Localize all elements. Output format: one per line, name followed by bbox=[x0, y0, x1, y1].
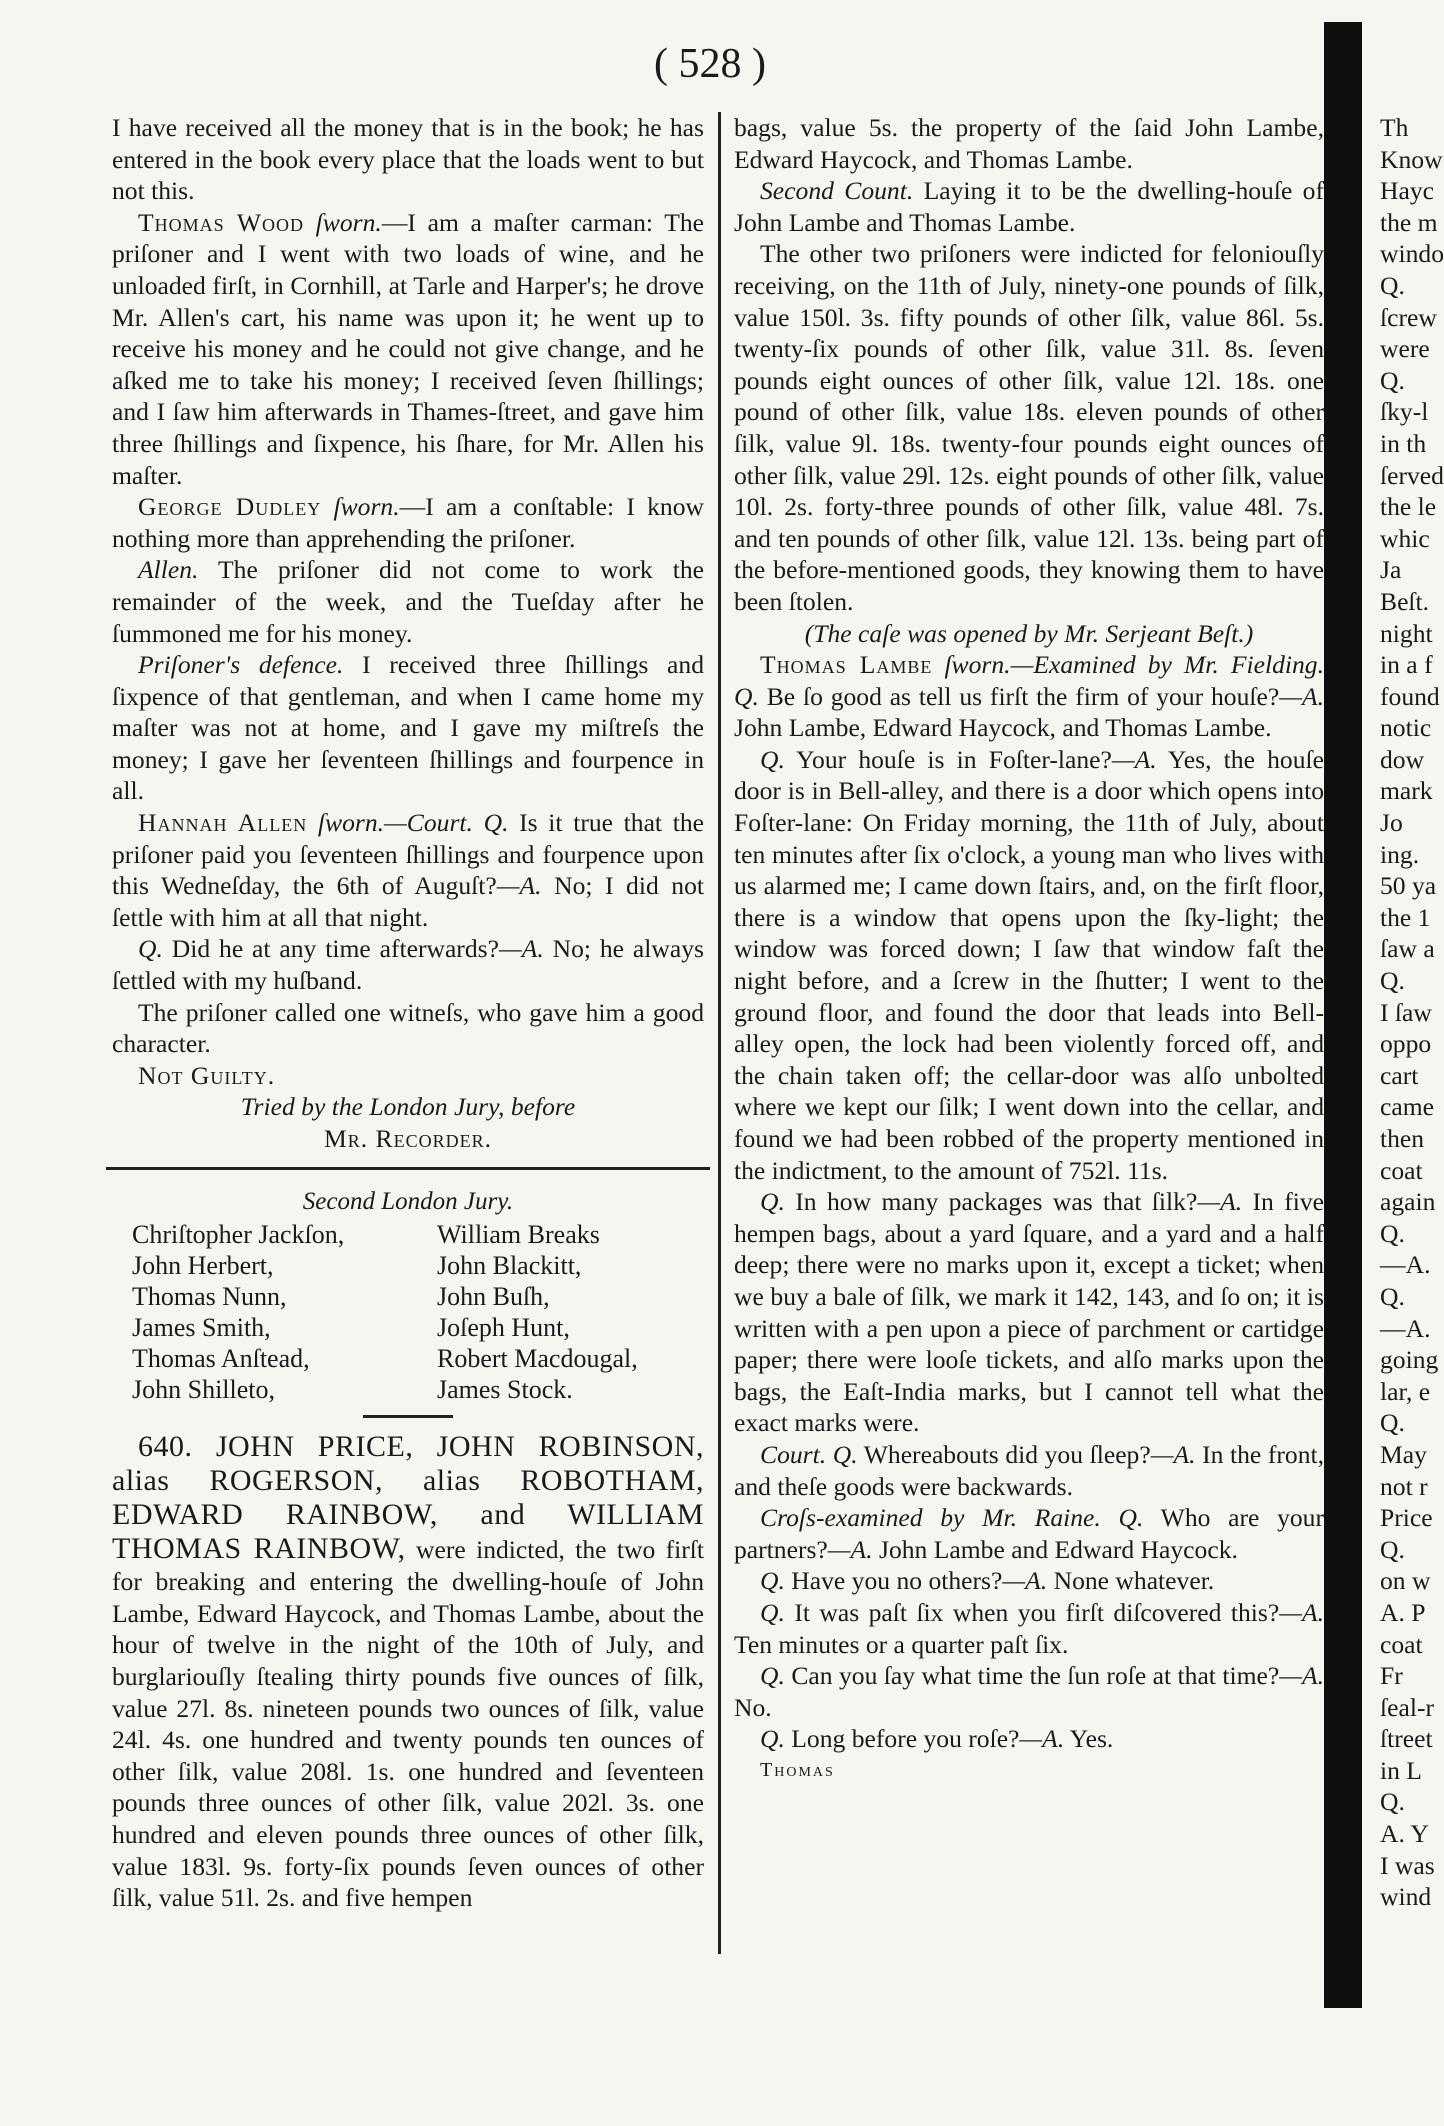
answer-text: John Lambe, Edward Haycock, and Thomas Lambe. bbox=[734, 713, 1272, 743]
sworn-label: ſworn. bbox=[315, 207, 382, 237]
edge-fragment: not r bbox=[1380, 1471, 1428, 1501]
edge-fragment: notic bbox=[1380, 713, 1432, 743]
question-text: Your houſe is in Foſter-lane? bbox=[784, 744, 1112, 774]
speaker-label: Croſs-examined by Mr. Raine. bbox=[760, 1503, 1101, 1533]
edge-fragment: Ja bbox=[1380, 555, 1402, 585]
edge-fragment: Q. bbox=[1380, 1218, 1405, 1248]
answer-marker: —A. bbox=[1002, 1566, 1048, 1596]
answer-text: Ten minutes or a quarter paſt ſix. bbox=[734, 1629, 1069, 1659]
testimony-text: —I am a maſter carman: The priſoner and I went with two loads of wine, and he unloaded firſt, in Cornhill, at Tarle and Harper's; he drove Mr. Allen's cart, his name was upon it; he went up to receive his money and he could not give change, and he aſked me to take his money; I received ſeven ſhillings; and I ſaw him afterwards in Thames-ſtreet, and gave him three ſhillings and ſixpence, his ſhare, for Mr. Allen his maſter. bbox=[112, 207, 704, 490]
juror: James Smith, bbox=[132, 1313, 271, 1343]
paragraph: bags, value 5s. the property of the ſaid John Lambe, Edward Haycock, and Thomas Lambe. bbox=[734, 113, 1324, 174]
edge-fragment: ing. bbox=[1380, 839, 1420, 869]
edge-fragment: Know bbox=[1380, 144, 1443, 174]
edge-fragment: Q. bbox=[1380, 1281, 1405, 1311]
edge-fragment: were bbox=[1380, 334, 1430, 364]
edge-fragment: Hayc bbox=[1380, 176, 1434, 206]
edge-fragment: coat bbox=[1380, 1629, 1423, 1659]
jury-title: Second London Jury. bbox=[302, 1187, 514, 1215]
question-text: Have you no others? bbox=[784, 1566, 1003, 1596]
count-label: Second Count. bbox=[760, 176, 914, 206]
question-marker: Q. bbox=[138, 934, 163, 964]
question-marker: Q. bbox=[760, 1566, 785, 1596]
edge-fragment: going bbox=[1380, 1345, 1439, 1375]
answer-marker: —A. bbox=[827, 1534, 873, 1564]
sworn-label: ſworn. bbox=[333, 492, 400, 522]
edge-fragment: A. P bbox=[1380, 1597, 1426, 1627]
edge-fragment: ſeal-r bbox=[1380, 1692, 1434, 1722]
question-text: Be ſo good as tell us firſt the firm of your houſe? bbox=[758, 681, 1280, 711]
answer-text: No; he always ſettled with my huſband. bbox=[112, 934, 704, 996]
statement-text: I received three ſhillings and ſixpence of that gentleman, and when I came home my maſter was not at home, and I gave my miſtreſs the money; I gave her ſeventeen ſhillings and fourpence in all. bbox=[112, 650, 704, 806]
short-rule bbox=[363, 1415, 453, 1418]
jury-list bbox=[112, 1219, 704, 1405]
edge-fragment: whic bbox=[1380, 523, 1430, 553]
edge-fragment: mark bbox=[1380, 776, 1433, 806]
testimony-george-dudley bbox=[112, 491, 704, 554]
answer-marker: —A. bbox=[1019, 1724, 1065, 1754]
edge-fragment: oppo bbox=[1380, 1029, 1432, 1059]
juror: John Buſh, bbox=[437, 1282, 550, 1312]
paragraph: The other two priſoners were indicted for feloniouſly receiving, on the 11th of July, ninety-one pounds of ſilk, value 150l. 3s. fifty pounds of other ſilk, value 86l. 5s. twenty-ſix pounds of other ſilk, value 31l. 8s. ſeven pounds eight ounces of other ſilk, value 12l. 18s. one pound of other ſilk, value 18s. eleven pounds of other ſilk, value 9l. 18s. twenty-four pounds eight ounces of other ſilk, value 29l. 12s. eight pounds of other ſilk, value 10l. 2s. forty-three pounds of other ſilk, value 48l. 7s. and ten pounds of other ſilk, value 12l. 13s. being part of the before-mentioned goods, they knowing them to have been ſtolen. bbox=[734, 239, 1324, 616]
answer-marker: —A. bbox=[1279, 1597, 1324, 1627]
answer-marker: —A. bbox=[1197, 1187, 1243, 1217]
testimony-thomas-wood bbox=[112, 207, 704, 491]
catchword: Thomas bbox=[760, 1758, 835, 1781]
answer-marker: —A. bbox=[1279, 1661, 1324, 1691]
edge-fragment: 50 ya bbox=[1380, 871, 1437, 901]
question-marker: Q. bbox=[1118, 1503, 1144, 1533]
prisoner-defence bbox=[112, 649, 704, 807]
edge-fragment: ſaw a bbox=[1380, 934, 1435, 964]
question-text: Whereabouts did you ſleep? bbox=[857, 1439, 1151, 1469]
indictment-text: were indicted, the two firſt for breaking and entering the dwelling-houſe of John Lambe, Edward Haycock, and Thomas Lambe, about the hour of twelve in the night of the 10th of July, and burglariouſly ſtealing thirty pounds five ounces of ſilk, value 27l. 8s. nineteen pounds two ounces of ſilk, value 24l. 4s. one hundred and twenty pounds ten ounces of other ſilk, value 208l. 1s. one hundred and ſeventeen pounds three ounces of other ſilk, value 202l. 3s. one hundred and eleven pounds three ounces of other ſilk, value 183l. 9s. forty-ſix pounds ſeven ounces of other ſilk, value 51l. 2s. and five hempen bbox=[112, 1535, 704, 1913]
edge-fragment: again bbox=[1380, 1187, 1436, 1217]
question-marker: Q. bbox=[760, 1661, 785, 1691]
answer-text: No. bbox=[734, 1692, 772, 1722]
witness-name: Hannah Allen bbox=[138, 808, 308, 838]
juror: Joſeph Hunt, bbox=[437, 1313, 570, 1343]
witness-name: George Dudley bbox=[138, 492, 322, 522]
edge-fragment: Q. bbox=[1380, 1534, 1405, 1564]
qa-pair bbox=[734, 1660, 1324, 1723]
edge-fragment: ſky-l bbox=[1380, 397, 1429, 427]
edge-fragment: in th bbox=[1380, 428, 1427, 458]
edge-fragment: in a f bbox=[1380, 650, 1433, 680]
juror: Thomas Nunn, bbox=[132, 1282, 287, 1312]
edge-fragment: ſtreet bbox=[1380, 1724, 1433, 1754]
edge-fragment: ſerved bbox=[1380, 460, 1444, 490]
case-opened-note: (The caſe was opened by Mr. Serjeant Beſt.) bbox=[804, 618, 1254, 648]
statement-text: The priſoner did not come to work the remainder of the week, and the Tueſday after he ſummoned me for his money. bbox=[112, 555, 704, 648]
question-text: Can you ſay what time the ſun roſe at that time? bbox=[784, 1661, 1280, 1691]
question-marker: Q. bbox=[483, 808, 509, 838]
speaker-label: Priſoner's defence. bbox=[138, 650, 344, 680]
edge-fragment: —A. bbox=[1380, 1250, 1431, 1280]
question-marker: Q. bbox=[760, 1597, 785, 1627]
edge-fragment: windo bbox=[1380, 239, 1444, 269]
edge-fragment: came bbox=[1380, 1092, 1434, 1122]
juror: John Shilleto, bbox=[132, 1375, 276, 1405]
edge-fragment: then bbox=[1380, 1124, 1425, 1153]
juror: Chriſtopher Jackſon, bbox=[132, 1220, 345, 1250]
edge-fragment: wind bbox=[1380, 1882, 1432, 1912]
speaker-label: Allen. bbox=[138, 555, 199, 585]
verdict: Not Guilty. bbox=[138, 1060, 276, 1090]
qa-pair bbox=[734, 744, 1324, 1186]
edge-fragment: Q. bbox=[1380, 966, 1405, 996]
question-marker: Q. bbox=[760, 1187, 785, 1217]
edge-fragment: night bbox=[1380, 618, 1433, 648]
page-number: ( 528 ) bbox=[654, 41, 766, 87]
edge-fragment: found bbox=[1380, 681, 1440, 711]
statement-allen bbox=[112, 554, 704, 649]
edge-fragment: Fr bbox=[1380, 1661, 1403, 1691]
juror: Robert Macdougal, bbox=[437, 1344, 638, 1374]
qa-pair bbox=[734, 1186, 1324, 1439]
qa-pair-cross bbox=[734, 1502, 1324, 1565]
edge-fragment: Beſt. bbox=[1380, 586, 1430, 616]
question-marker: Q. bbox=[760, 1724, 785, 1754]
juror: John Herbert, bbox=[132, 1251, 274, 1281]
answer-marker: —A. bbox=[1279, 681, 1324, 711]
answer-text: None whatever. bbox=[1047, 1566, 1215, 1596]
count-text: Laying it to be the dwelling-houſe of John Lambe and Thomas Lambe. bbox=[734, 176, 1324, 237]
testimony-text: —I am a conſtable: I know nothing more than apprehending the priſoner. bbox=[112, 492, 704, 553]
question-text: Did he at any time afterwards? bbox=[162, 934, 499, 964]
edge-fragment: the le bbox=[1380, 492, 1437, 522]
edge-fragment: Q. bbox=[1380, 1408, 1405, 1438]
juror: William Breaks bbox=[437, 1220, 600, 1250]
qa-pair bbox=[112, 933, 704, 996]
answer-text: Yes. bbox=[1064, 1724, 1114, 1754]
question-marker: Q. bbox=[832, 1439, 858, 1469]
edge-fragment: Jo bbox=[1380, 808, 1403, 838]
qa-pair-court bbox=[734, 1439, 1324, 1502]
edge-fragment: dow bbox=[1380, 744, 1425, 774]
left-column bbox=[112, 112, 704, 1914]
juror: James Stock. bbox=[437, 1375, 573, 1405]
edge-fragment: cart bbox=[1380, 1060, 1419, 1090]
edge-fragment: A. Y bbox=[1380, 1819, 1429, 1849]
testimony-hannah-allen bbox=[112, 807, 704, 933]
sworn-label: ſworn.—Examined by Mr. Fielding. bbox=[944, 650, 1324, 680]
edge-fragment: the 1 bbox=[1380, 902, 1431, 932]
next-page-edge bbox=[1380, 112, 1444, 1913]
book-gutter-shadow bbox=[1324, 22, 1362, 2008]
case-640 bbox=[112, 1430, 704, 1914]
column-divider bbox=[718, 112, 721, 1954]
question-text: Long before you roſe? bbox=[784, 1724, 1020, 1754]
answer-text: John Lambe and Edward Haycock. bbox=[872, 1534, 1238, 1564]
juror: Thomas Anſtead, bbox=[132, 1344, 310, 1374]
edge-fragment: Q. bbox=[1380, 365, 1405, 395]
answer-text: In five hempen bags, about a yard ſquare, and a yard and a half deep; there were no marks upon it, except a ticket; when we buy a bale of ſilk, we mark it 142, 143, and ſo on; it is written with a pen upon a piece of parchment or cartidge paper; there were looſe tickets, and alſo marks upon the bags, the Eaſt-India marks, but I cannot tell what the exact marks were. bbox=[734, 1187, 1324, 1438]
witness-name: Thomas Lambe bbox=[760, 650, 933, 680]
edge-fragment: Q. bbox=[1380, 1787, 1405, 1817]
question-text: In how many packages was that ſilk? bbox=[784, 1187, 1198, 1217]
paragraph: The priſoner called one witneſs, who gave him a good character. bbox=[112, 997, 704, 1059]
speaker-label: Court. bbox=[760, 1439, 827, 1469]
edge-fragment: ſcrew bbox=[1380, 302, 1437, 332]
sworn-label: ſworn.—Court. bbox=[317, 808, 473, 838]
question-text: Is it true that the priſoner paid you ſeventeen ſhillings and fourpence upon this Wedneſday, the 6th of Auguſt? bbox=[112, 808, 704, 901]
edge-fragment: lar, e bbox=[1380, 1376, 1431, 1406]
section-rule bbox=[106, 1167, 710, 1170]
right-column bbox=[734, 112, 1324, 1786]
qa-pair bbox=[734, 1565, 1324, 1597]
qa-pair bbox=[734, 1597, 1324, 1660]
witness-name: Thomas Wood bbox=[138, 207, 304, 237]
second-count bbox=[734, 175, 1324, 238]
answer-marker: —A. bbox=[1111, 744, 1157, 774]
question-text: Who are your partners? bbox=[734, 1503, 1325, 1564]
edge-fragment: —A. bbox=[1380, 1313, 1431, 1343]
tried-before: Tried by the London Jury, before bbox=[240, 1092, 576, 1122]
answer-marker: —A. bbox=[496, 871, 542, 901]
judge: Mr. Recorder. bbox=[323, 1124, 493, 1153]
edge-fragment: Q. bbox=[1380, 270, 1405, 300]
paragraph: I have received all the money that is in the book; he has entered in the book every place that the loads went to but not this. bbox=[112, 113, 704, 206]
edge-fragment: on w bbox=[1380, 1566, 1431, 1596]
question-marker: Q. bbox=[734, 681, 759, 711]
answer-marker: —A. bbox=[498, 934, 544, 964]
edge-fragment: I was bbox=[1380, 1850, 1435, 1880]
edge-fragment: Price bbox=[1380, 1503, 1433, 1533]
answer-text: Yes, the houſe door is in Bell-alley, and there is a door which opens into Foſter-lane: On Friday morning, the 11th of July, about ten minutes after ſix o'clock, a young man who lives with us alarmed me; I came down ſtairs, and, on the firſt floor, there is a window that opens upon the ſky-light; the window was forced down; I ſaw that window faſt the night before, and a ſcrew in the ſhutter; I went to the ground floor, and found the door that leads into Bell-alley open, the lock had been violently forced off, and the chain taken off; the cellar-door was alſo unbolted where we kept our ſilk; I went down into the cellar, and found we had been robbed of the property mentioned in the indictment, to the amount of 752l. 11s. bbox=[734, 744, 1324, 1185]
edge-fragment: the m bbox=[1380, 207, 1438, 237]
answer-marker: —A. bbox=[1150, 1439, 1196, 1469]
qa-pair bbox=[734, 1723, 1324, 1755]
edge-fragment: in L bbox=[1380, 1755, 1422, 1785]
juror: John Blackitt, bbox=[437, 1251, 582, 1281]
question-text: It was paſt ſix when you firſt diſcovered this? bbox=[784, 1597, 1280, 1627]
edge-fragment: May bbox=[1380, 1439, 1427, 1469]
edge-fragment: coat bbox=[1380, 1155, 1423, 1185]
question-marker: Q. bbox=[760, 744, 785, 774]
edge-fragment: I ſaw bbox=[1380, 997, 1432, 1027]
answer-text: No; I did not ſettle with him at all that night. bbox=[112, 871, 705, 932]
edge-fragment: Th bbox=[1380, 113, 1409, 142]
answer-text: In the front, and theſe goods were backwards. bbox=[734, 1439, 1325, 1501]
testimony-thomas-lambe bbox=[734, 649, 1324, 744]
case-heading: 640. JOHN PRICE, JOHN ROBINSON, alias ROGERSON, alias ROBOTHAM, EDWARD RAINBOW, and WILLIAM THOMAS RAINBOW, bbox=[112, 1430, 704, 1566]
